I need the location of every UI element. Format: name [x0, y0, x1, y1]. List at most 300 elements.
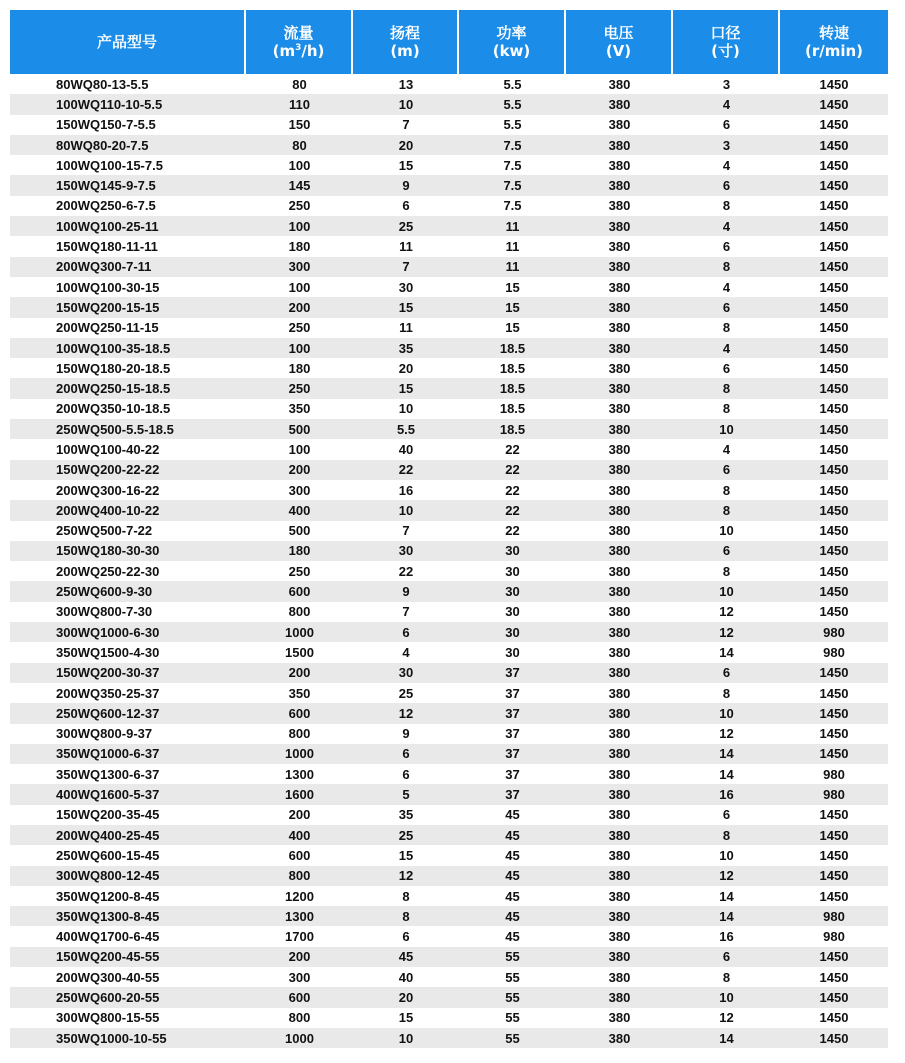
cell-power: 11 — [459, 216, 566, 236]
cell-speed: 1450 — [780, 561, 888, 581]
header-power-label: 功率 — [496, 24, 527, 42]
cell-power: 30 — [459, 642, 566, 662]
cell-head: 20 — [353, 358, 459, 378]
cell-flow: 200 — [246, 460, 353, 480]
cell-flow: 100 — [246, 216, 353, 236]
cell-speed: 1450 — [780, 500, 888, 520]
cell-caliber: 10 — [673, 521, 780, 541]
cell-caliber: 3 — [673, 135, 780, 155]
cell-model: 150WQ200-15-15 — [10, 297, 246, 317]
cell-caliber: 3 — [673, 74, 780, 94]
table-row — [10, 703, 888, 723]
cell-caliber: 6 — [673, 115, 780, 135]
table-row — [10, 277, 888, 297]
table-row — [10, 175, 888, 195]
cell-power: 22 — [459, 460, 566, 480]
table-row — [10, 1008, 888, 1028]
cell-head: 15 — [353, 155, 459, 175]
cell-model: 80WQ80-13-5.5 — [10, 74, 246, 94]
cell-flow: 600 — [246, 581, 353, 601]
header-flow-unit — [246, 42, 351, 60]
cell-flow: 1200 — [246, 886, 353, 906]
table-row — [10, 683, 888, 703]
cell-voltage: 380 — [566, 561, 673, 581]
cell-head: 10 — [353, 399, 459, 419]
table-row — [10, 216, 888, 236]
table-row — [10, 439, 888, 459]
cell-caliber: 8 — [673, 196, 780, 216]
cell-head: 25 — [353, 683, 459, 703]
cell-flow: 600 — [246, 845, 353, 865]
cell-model: 350WQ1000-10-55 — [10, 1028, 246, 1048]
cell-caliber: 8 — [673, 967, 780, 987]
cell-power: 15 — [459, 277, 566, 297]
cell-caliber: 6 — [673, 805, 780, 825]
table-row — [10, 805, 888, 825]
table-row — [10, 521, 888, 541]
cell-flow: 400 — [246, 500, 353, 520]
cell-voltage: 380 — [566, 581, 673, 601]
header-voltage-label: 电压 — [603, 24, 634, 42]
table-row — [10, 642, 888, 662]
cell-flow: 800 — [246, 602, 353, 622]
cell-caliber: 10 — [673, 987, 780, 1007]
table-row — [10, 581, 888, 601]
cell-voltage: 380 — [566, 236, 673, 256]
header-caliber-label: 口径 — [710, 24, 741, 42]
cell-flow: 1000 — [246, 622, 353, 642]
cell-flow: 800 — [246, 1008, 353, 1028]
cell-power: 22 — [459, 500, 566, 520]
cell-flow: 500 — [246, 419, 353, 439]
cell-model: 150WQ180-20-18.5 — [10, 358, 246, 378]
cell-model: 350WQ1000-6-37 — [10, 744, 246, 764]
cell-caliber: 4 — [673, 439, 780, 459]
cell-model: 150WQ200-22-22 — [10, 460, 246, 480]
cell-voltage: 380 — [566, 155, 673, 175]
cell-speed: 1450 — [780, 358, 888, 378]
cell-power: 18.5 — [459, 358, 566, 378]
cell-voltage: 380 — [566, 825, 673, 845]
cell-flow: 250 — [246, 196, 353, 216]
cell-voltage: 380 — [566, 947, 673, 967]
cell-speed: 1450 — [780, 216, 888, 236]
cell-model: 250WQ600-15-45 — [10, 845, 246, 865]
cell-caliber: 16 — [673, 784, 780, 804]
cell-model: 150WQ150-7-5.5 — [10, 115, 246, 135]
cell-power: 55 — [459, 1028, 566, 1048]
cell-caliber: 16 — [673, 926, 780, 946]
cell-head: 7 — [353, 257, 459, 277]
cell-caliber: 4 — [673, 155, 780, 175]
cell-caliber: 10 — [673, 845, 780, 865]
cell-voltage: 380 — [566, 338, 673, 358]
cell-flow: 350 — [246, 399, 353, 419]
cell-head: 10 — [353, 500, 459, 520]
cell-caliber: 14 — [673, 744, 780, 764]
cell-voltage: 380 — [566, 399, 673, 419]
header-voltage-unit: (V) — [605, 42, 632, 60]
cell-voltage: 380 — [566, 1028, 673, 1048]
cell-head: 15 — [353, 297, 459, 317]
cell-model: 300WQ800-7-30 — [10, 602, 246, 622]
table-row — [10, 744, 888, 764]
cell-voltage: 380 — [566, 906, 673, 926]
cell-model: 150WQ145-9-7.5 — [10, 175, 246, 195]
cell-speed: 1450 — [780, 744, 888, 764]
cell-caliber: 8 — [673, 378, 780, 398]
cell-flow: 1500 — [246, 642, 353, 662]
cell-power: 45 — [459, 805, 566, 825]
cell-head: 30 — [353, 663, 459, 683]
cell-head: 22 — [353, 561, 459, 581]
cell-speed: 1450 — [780, 399, 888, 419]
cell-power: 37 — [459, 663, 566, 683]
cell-flow: 300 — [246, 257, 353, 277]
cell-model: 350WQ1500-4-30 — [10, 642, 246, 662]
cell-speed: 1450 — [780, 602, 888, 622]
table-row — [10, 378, 888, 398]
cell-model: 400WQ1700-6-45 — [10, 926, 246, 946]
cell-model: 300WQ800-15-55 — [10, 1008, 246, 1028]
table-row — [10, 74, 888, 94]
cell-voltage: 380 — [566, 419, 673, 439]
cell-power: 18.5 — [459, 378, 566, 398]
header-head-label: 扬程 — [389, 24, 420, 42]
cell-power: 30 — [459, 602, 566, 622]
cell-power: 37 — [459, 784, 566, 804]
cell-speed: 980 — [780, 784, 888, 804]
cell-flow: 1000 — [246, 1028, 353, 1048]
cell-head: 6 — [353, 744, 459, 764]
cell-voltage: 380 — [566, 724, 673, 744]
cell-head: 8 — [353, 886, 459, 906]
cell-head: 7 — [353, 521, 459, 541]
cell-speed: 1450 — [780, 135, 888, 155]
cell-speed: 1450 — [780, 74, 888, 94]
cell-voltage: 380 — [566, 115, 673, 135]
header-speed-label: 转速 — [818, 24, 849, 42]
table-row — [10, 155, 888, 175]
cell-speed: 1450 — [780, 460, 888, 480]
cell-power: 7.5 — [459, 175, 566, 195]
cell-head: 9 — [353, 175, 459, 195]
cell-flow: 500 — [246, 521, 353, 541]
cell-speed: 1450 — [780, 196, 888, 216]
cell-voltage: 380 — [566, 886, 673, 906]
table-row — [10, 602, 888, 622]
cell-voltage: 380 — [566, 987, 673, 1007]
cell-flow: 100 — [246, 338, 353, 358]
cell-voltage: 380 — [566, 74, 673, 94]
cell-head: 11 — [353, 236, 459, 256]
cell-speed: 1450 — [780, 378, 888, 398]
cell-speed: 980 — [780, 906, 888, 926]
cell-power: 18.5 — [459, 419, 566, 439]
table-row — [10, 987, 888, 1007]
table-row — [10, 196, 888, 216]
cell-power: 22 — [459, 521, 566, 541]
cell-caliber: 6 — [673, 947, 780, 967]
cell-power: 5.5 — [459, 94, 566, 114]
cell-power: 30 — [459, 581, 566, 601]
cell-head: 10 — [353, 94, 459, 114]
header-flow-unit-sup: 3 — [295, 43, 302, 53]
table-row — [10, 419, 888, 439]
cell-caliber: 10 — [673, 581, 780, 601]
cell-head: 8 — [353, 906, 459, 926]
table-row — [10, 866, 888, 886]
cell-head: 45 — [353, 947, 459, 967]
cell-model: 250WQ600-12-37 — [10, 703, 246, 723]
header-flow-unit-pre: (m — [272, 42, 296, 60]
cell-caliber: 8 — [673, 399, 780, 419]
table-row — [10, 460, 888, 480]
cell-flow: 300 — [246, 480, 353, 500]
cell-flow: 180 — [246, 358, 353, 378]
cell-power: 18.5 — [459, 338, 566, 358]
cell-voltage: 380 — [566, 764, 673, 784]
cell-power: 11 — [459, 236, 566, 256]
cell-flow: 1700 — [246, 926, 353, 946]
cell-power: 22 — [459, 480, 566, 500]
cell-head: 22 — [353, 460, 459, 480]
cell-caliber: 6 — [673, 297, 780, 317]
cell-speed: 1450 — [780, 439, 888, 459]
cell-speed: 1450 — [780, 1008, 888, 1028]
cell-head: 6 — [353, 764, 459, 784]
cell-power: 18.5 — [459, 399, 566, 419]
table-row — [10, 967, 888, 987]
cell-head: 16 — [353, 480, 459, 500]
cell-head: 25 — [353, 216, 459, 236]
cell-power: 55 — [459, 987, 566, 1007]
cell-speed: 980 — [780, 622, 888, 642]
cell-head: 35 — [353, 338, 459, 358]
cell-flow: 800 — [246, 724, 353, 744]
cell-power: 37 — [459, 764, 566, 784]
cell-speed: 1450 — [780, 825, 888, 845]
cell-voltage: 380 — [566, 967, 673, 987]
cell-model: 200WQ250-6-7.5 — [10, 196, 246, 216]
cell-model: 200WQ300-7-11 — [10, 257, 246, 277]
cell-head: 40 — [353, 439, 459, 459]
cell-head: 20 — [353, 135, 459, 155]
header-voltage — [566, 10, 673, 74]
cell-flow: 350 — [246, 683, 353, 703]
cell-model: 150WQ200-30-37 — [10, 663, 246, 683]
cell-power: 45 — [459, 926, 566, 946]
cell-caliber: 12 — [673, 622, 780, 642]
cell-head: 6 — [353, 196, 459, 216]
cell-head: 15 — [353, 378, 459, 398]
cell-model: 200WQ250-15-18.5 — [10, 378, 246, 398]
cell-head: 15 — [353, 1008, 459, 1028]
cell-model: 150WQ200-45-55 — [10, 947, 246, 967]
table-row — [10, 399, 888, 419]
cell-speed: 1450 — [780, 703, 888, 723]
cell-caliber: 6 — [673, 175, 780, 195]
pump-spec-table — [10, 10, 888, 1048]
cell-model: 200WQ350-10-18.5 — [10, 399, 246, 419]
cell-head: 30 — [353, 541, 459, 561]
cell-voltage: 380 — [566, 196, 673, 216]
cell-flow: 100 — [246, 155, 353, 175]
cell-voltage: 380 — [566, 521, 673, 541]
cell-caliber: 12 — [673, 866, 780, 886]
table-row — [10, 115, 888, 135]
cell-model: 100WQ100-30-15 — [10, 277, 246, 297]
cell-head: 6 — [353, 926, 459, 946]
header-speed — [780, 10, 888, 74]
cell-speed: 1450 — [780, 297, 888, 317]
cell-model: 200WQ300-16-22 — [10, 480, 246, 500]
cell-caliber: 6 — [673, 358, 780, 378]
cell-flow: 180 — [246, 541, 353, 561]
table-row — [10, 297, 888, 317]
cell-model: 300WQ1000-6-30 — [10, 622, 246, 642]
cell-caliber: 6 — [673, 460, 780, 480]
cell-speed: 1450 — [780, 663, 888, 683]
header-flow-unit-post: /h) — [301, 42, 325, 60]
cell-power: 55 — [459, 1008, 566, 1028]
table-row — [10, 500, 888, 520]
cell-speed: 1450 — [780, 175, 888, 195]
cell-head: 12 — [353, 866, 459, 886]
cell-power: 45 — [459, 825, 566, 845]
cell-head: 30 — [353, 277, 459, 297]
cell-head: 11 — [353, 318, 459, 338]
cell-power: 30 — [459, 541, 566, 561]
table-row — [10, 622, 888, 642]
cell-voltage: 380 — [566, 703, 673, 723]
cell-caliber: 8 — [673, 318, 780, 338]
cell-caliber: 14 — [673, 764, 780, 784]
cell-flow: 1300 — [246, 764, 353, 784]
cell-head: 4 — [353, 642, 459, 662]
cell-speed: 1450 — [780, 886, 888, 906]
cell-voltage: 380 — [566, 744, 673, 764]
cell-caliber: 8 — [673, 500, 780, 520]
cell-power: 15 — [459, 297, 566, 317]
cell-model: 250WQ500-7-22 — [10, 521, 246, 541]
cell-model: 150WQ180-11-11 — [10, 236, 246, 256]
cell-model: 200WQ250-11-15 — [10, 318, 246, 338]
table-row — [10, 236, 888, 256]
table-row — [10, 94, 888, 114]
cell-speed: 980 — [780, 926, 888, 946]
cell-caliber: 6 — [673, 236, 780, 256]
cell-speed: 1450 — [780, 805, 888, 825]
cell-voltage: 380 — [566, 500, 673, 520]
cell-power: 55 — [459, 967, 566, 987]
cell-speed: 1450 — [780, 115, 888, 135]
cell-flow: 145 — [246, 175, 353, 195]
cell-model: 80WQ80-20-7.5 — [10, 135, 246, 155]
cell-voltage: 380 — [566, 277, 673, 297]
cell-head: 9 — [353, 724, 459, 744]
table-row — [10, 663, 888, 683]
cell-speed: 1450 — [780, 967, 888, 987]
cell-caliber: 4 — [673, 94, 780, 114]
cell-head: 5.5 — [353, 419, 459, 439]
cell-speed: 1450 — [780, 318, 888, 338]
cell-power: 7.5 — [459, 196, 566, 216]
cell-speed: 980 — [780, 764, 888, 784]
cell-model: 350WQ1300-6-37 — [10, 764, 246, 784]
cell-model: 200WQ350-25-37 — [10, 683, 246, 703]
cell-speed: 980 — [780, 642, 888, 662]
cell-flow: 200 — [246, 663, 353, 683]
cell-power: 37 — [459, 703, 566, 723]
cell-voltage: 380 — [566, 480, 673, 500]
cell-speed: 1450 — [780, 94, 888, 114]
cell-flow: 200 — [246, 947, 353, 967]
cell-voltage: 380 — [566, 318, 673, 338]
cell-power: 11 — [459, 257, 566, 277]
cell-flow: 600 — [246, 987, 353, 1007]
cell-model: 100WQ100-15-7.5 — [10, 155, 246, 175]
cell-voltage: 380 — [566, 358, 673, 378]
cell-caliber: 14 — [673, 906, 780, 926]
table-row — [10, 947, 888, 967]
cell-voltage: 380 — [566, 1008, 673, 1028]
table-row — [10, 784, 888, 804]
cell-model: 300WQ800-9-37 — [10, 724, 246, 744]
cell-flow: 300 — [246, 967, 353, 987]
cell-power: 7.5 — [459, 155, 566, 175]
header-head — [353, 10, 459, 74]
cell-power: 45 — [459, 845, 566, 865]
cell-flow: 250 — [246, 378, 353, 398]
cell-model: 200WQ400-10-22 — [10, 500, 246, 520]
cell-speed: 1450 — [780, 845, 888, 865]
cell-voltage: 380 — [566, 94, 673, 114]
cell-flow: 200 — [246, 805, 353, 825]
cell-head: 25 — [353, 825, 459, 845]
cell-model: 150WQ200-35-45 — [10, 805, 246, 825]
cell-voltage: 380 — [566, 297, 673, 317]
cell-power: 5.5 — [459, 115, 566, 135]
cell-power: 15 — [459, 318, 566, 338]
cell-voltage: 380 — [566, 622, 673, 642]
cell-power: 30 — [459, 622, 566, 642]
cell-caliber: 6 — [673, 541, 780, 561]
cell-head: 40 — [353, 967, 459, 987]
cell-head: 5 — [353, 784, 459, 804]
cell-flow: 100 — [246, 439, 353, 459]
cell-caliber: 4 — [673, 216, 780, 236]
cell-model: 400WQ1600-5-37 — [10, 784, 246, 804]
cell-model: 350WQ1300-8-45 — [10, 906, 246, 926]
cell-flow: 100 — [246, 277, 353, 297]
cell-caliber: 8 — [673, 257, 780, 277]
header-flow-label: 流量 — [283, 24, 314, 42]
cell-speed: 1450 — [780, 947, 888, 967]
cell-power: 5.5 — [459, 74, 566, 94]
cell-speed: 1450 — [780, 480, 888, 500]
cell-flow: 250 — [246, 561, 353, 581]
cell-model: 100WQ110-10-5.5 — [10, 94, 246, 114]
table-row — [10, 358, 888, 378]
cell-head: 9 — [353, 581, 459, 601]
cell-caliber: 8 — [673, 561, 780, 581]
cell-power: 37 — [459, 744, 566, 764]
cell-flow: 1600 — [246, 784, 353, 804]
cell-power: 30 — [459, 561, 566, 581]
cell-caliber: 4 — [673, 338, 780, 358]
table-row — [10, 845, 888, 865]
